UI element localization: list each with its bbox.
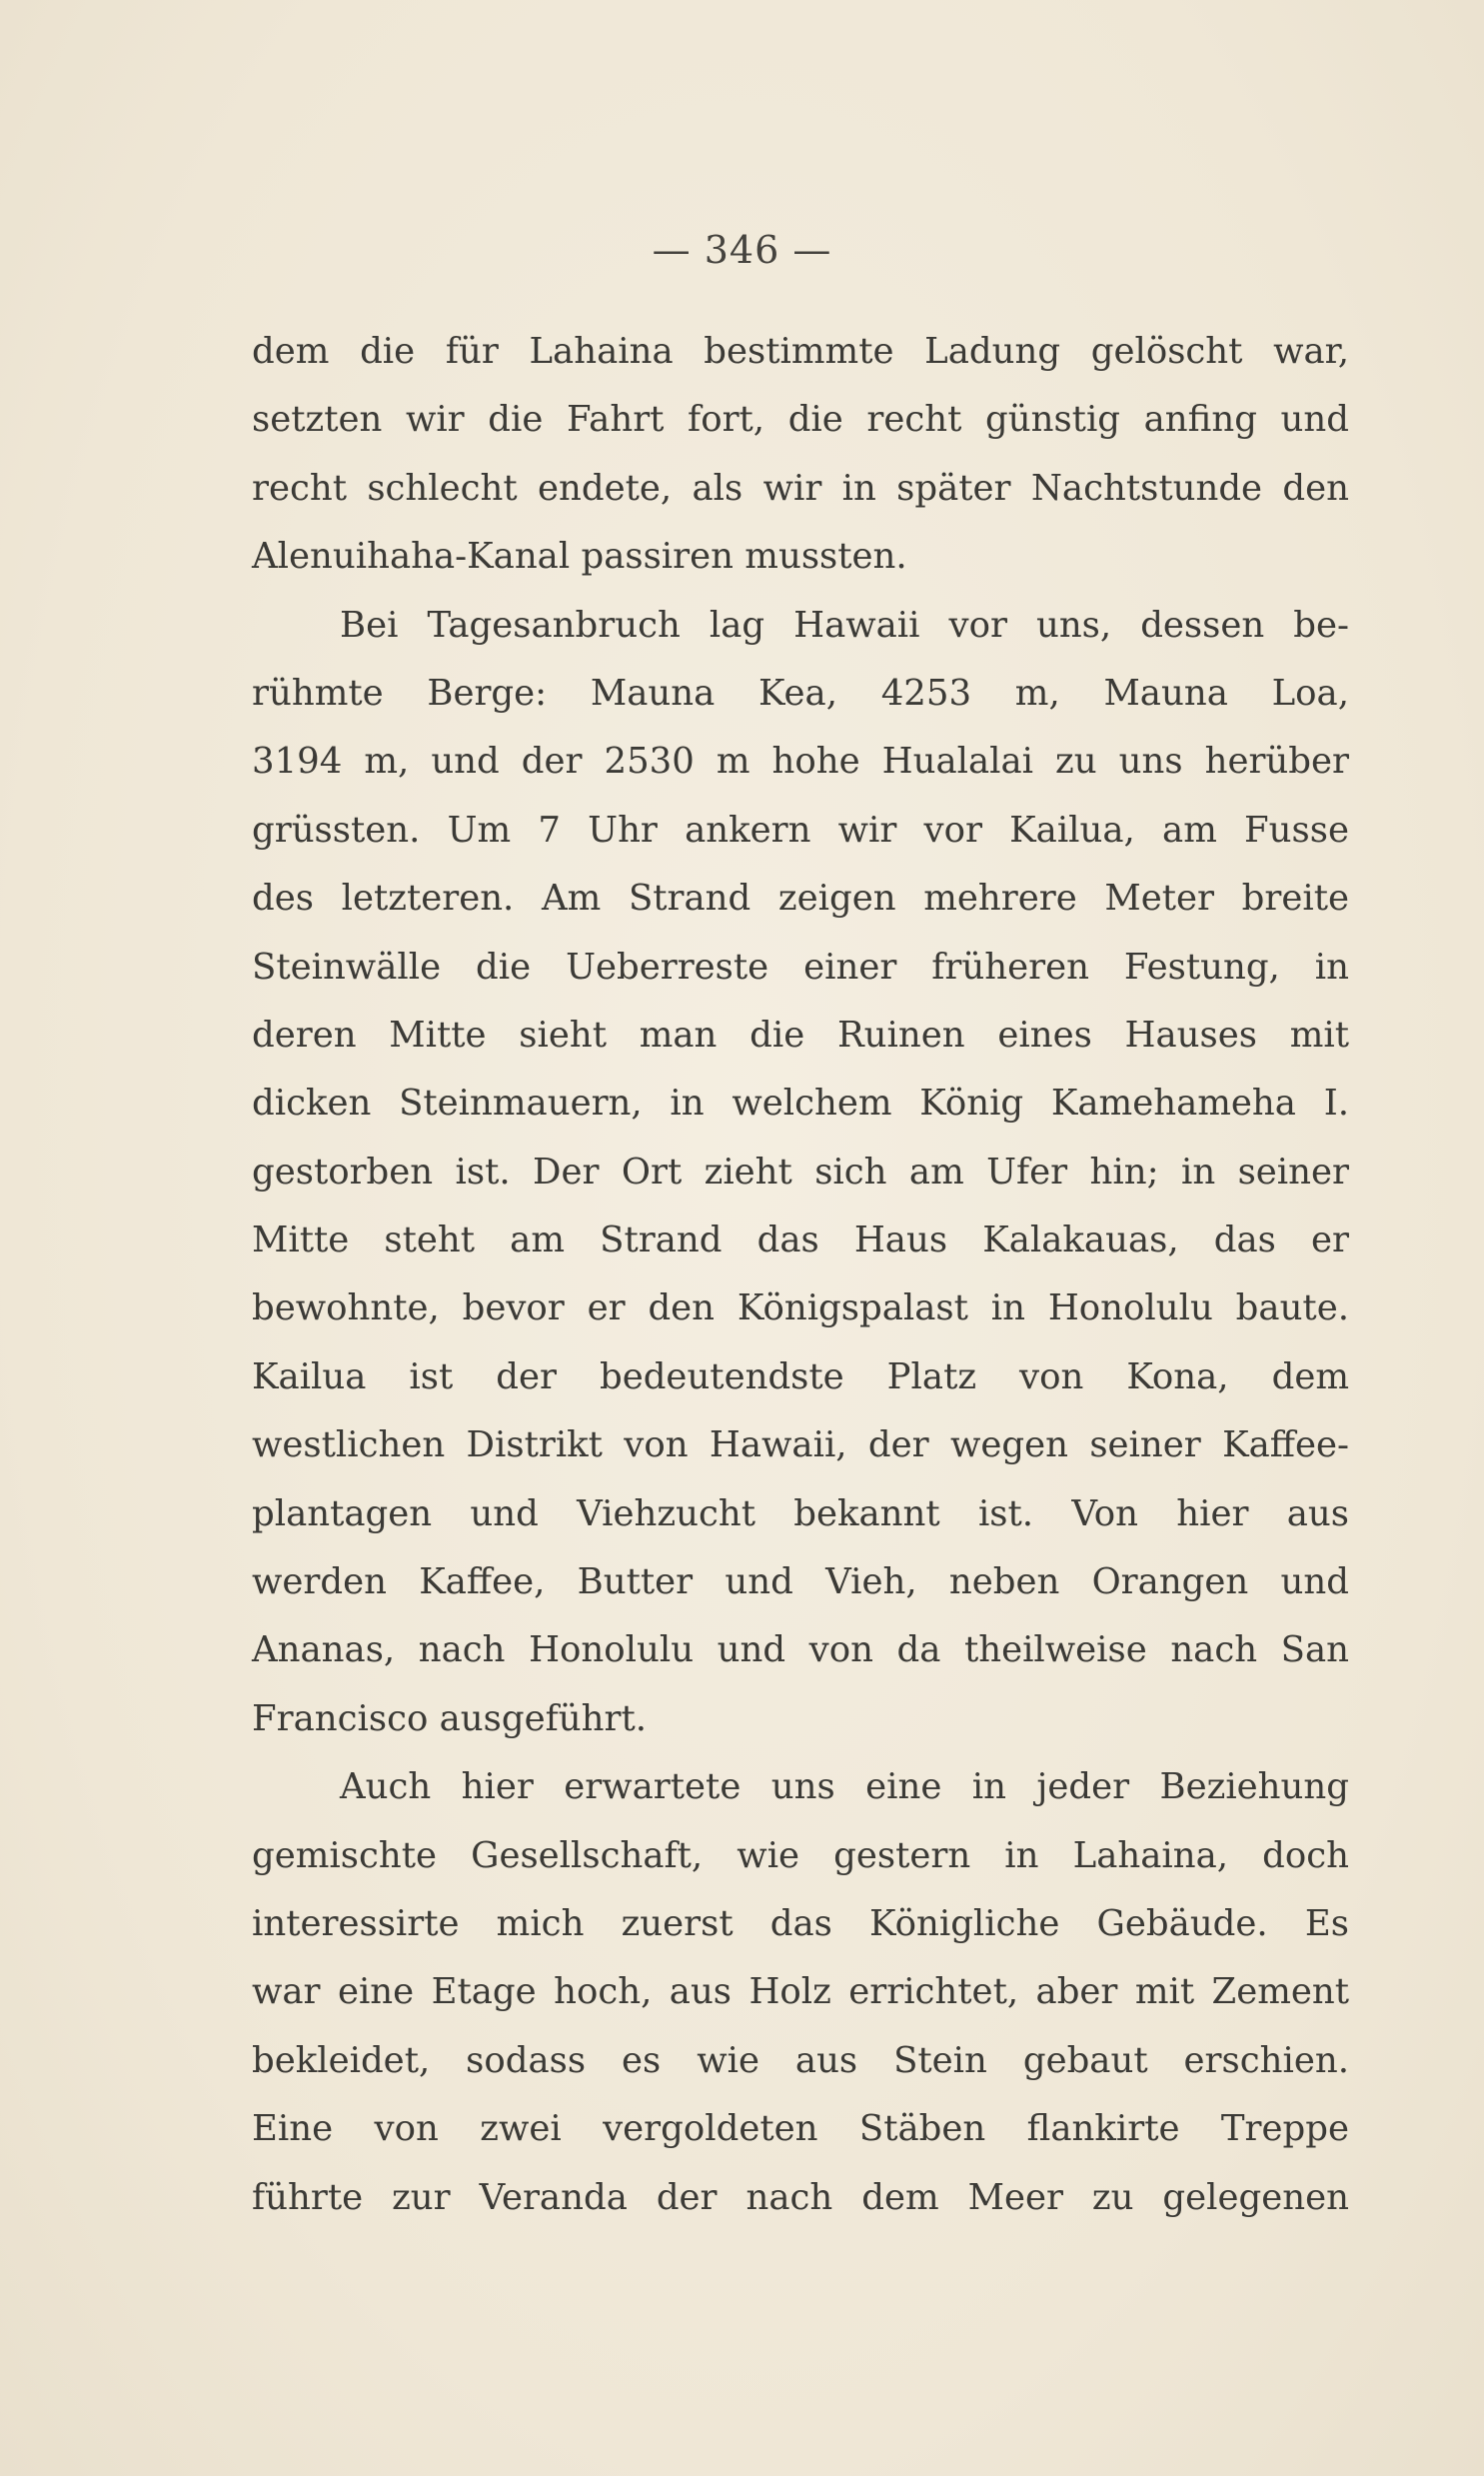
text-line: recht schlecht endete, als wir in später Nachtstunde den [252, 467, 1349, 509]
text-line: dem die für Lahaina bestimmte Ladung gelöscht war, [252, 331, 1349, 372]
text-line: Steinwälle die Ueberreste einer früheren Festung, in [252, 946, 1349, 988]
text-line: westlichen Distrikt von Hawaii, der wegen seiner Kaffee- [252, 1424, 1349, 1466]
text-line: Eine von zwei vergoldeten Stäben flankirte Treppe [252, 2108, 1349, 2150]
text-line: Auch hier erwartete uns eine in jeder Beziehung [340, 1766, 1349, 1808]
text-line: Ananas, nach Honolulu und von da theilweise nach San [252, 1629, 1349, 1671]
text-line: gemischte Gesellschaft, wie gestern in Lahaina, doch [252, 1834, 1349, 1876]
text-line: Alenuihaha-Kanal passiren mussten. [252, 536, 907, 578]
text-line: des letzteren. Am Strand zeigen mehrere Meter breite [252, 878, 1349, 920]
text-line: grüssten. Um 7 Uhr ankern wir vor Kailua, am Fusse [252, 809, 1349, 851]
text-line: bekleidet, sodass es wie aus Stein gebaut erschien. [252, 2039, 1349, 2081]
text-line: führte zur Veranda der nach dem Meer zu gelegenen [252, 2176, 1349, 2218]
text-line: Bei Tagesanbruch lag Hawaii vor uns, dessen be- [340, 604, 1349, 646]
text-line: interessirte mich zuerst das Königliche Gebäude. Es [252, 1902, 1349, 1944]
text-line: rühmte Berge: Mauna Kea, 4253 m, Mauna Loa, [252, 672, 1349, 714]
text-line: bewohnte, bevor er den Königspalast in Honolulu baute. [252, 1287, 1349, 1329]
text-line: deren Mitte sieht man die Ruinen eines Hauses mit [252, 1014, 1349, 1056]
text-line: Francisco ausgeführt. [252, 1697, 647, 1739]
text-line: dicken Steinmauern, in welchem König Kamehameha I. [252, 1083, 1349, 1125]
text-line: gestorben ist. Der Ort zieht sich am Ufer hin; in seiner [252, 1151, 1349, 1193]
text-line: Mitte steht am Strand das Haus Kalakauas, das er [252, 1220, 1349, 1261]
text-line: plantagen und Viehzucht bekannt ist. Von hier aus [252, 1492, 1349, 1534]
text-line: war eine Etage hoch, aus Holz errichtet, aber mit Zement [252, 1971, 1349, 2013]
page-number: — 346 — [652, 228, 832, 272]
text-line: setzten wir die Fahrt fort, die recht günstig anfing und [252, 399, 1349, 441]
text-line: werden Kaffee, Butter und Vieh, neben Orangen und [252, 1561, 1349, 1603]
body-text [252, 318, 1349, 2232]
text-line: 3194 m, und der 2530 m hohe Hualalai zu uns herüber [252, 741, 1349, 783]
text-line: Kailua ist der bedeutendste Platz von Kona, dem [252, 1355, 1349, 1397]
